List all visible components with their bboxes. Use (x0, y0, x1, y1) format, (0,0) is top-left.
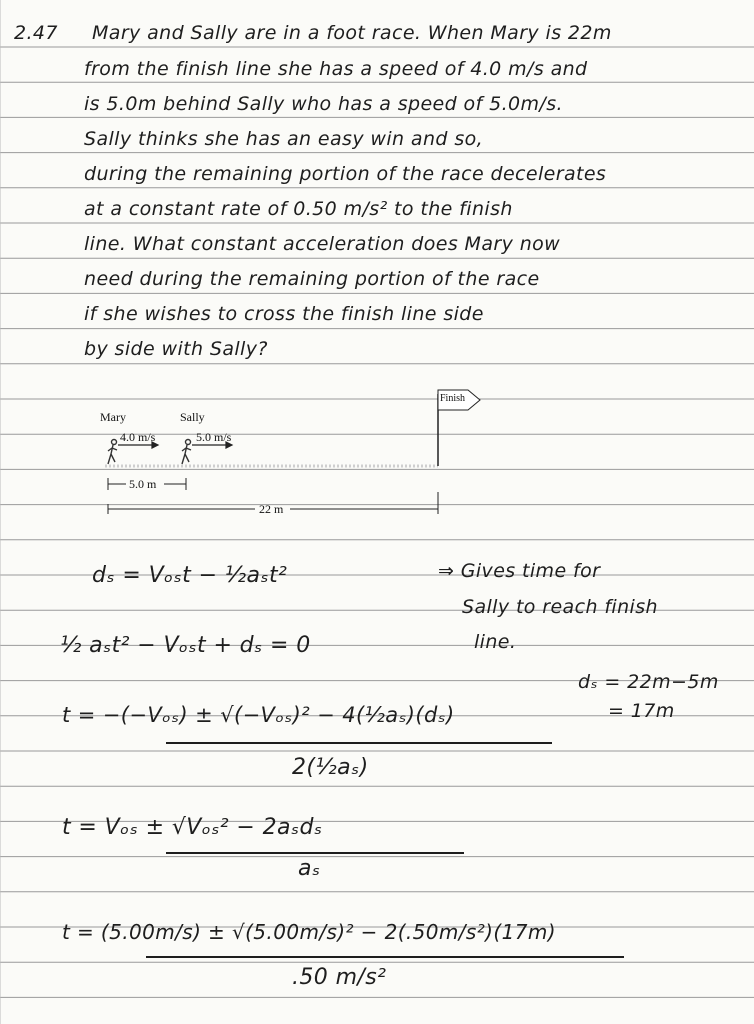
problem-line-3: is 5.0m behind Sally who has a speed of 5.0m/s. (84, 93, 563, 115)
problem-line-5: during the remaining portion of the race decelerates (84, 163, 607, 185)
equation-quadratic-formula-numerator: t = −(−Vₒₛ) ± √(−Vₒₛ)² − 4(½aₛ)(dₛ) (62, 703, 455, 727)
fraction-bar-2 (166, 852, 464, 854)
gap-label: 5.0 m (129, 477, 157, 491)
race-figure-drawing (0, 380, 754, 530)
problem-line-4: Sally thinks she has an easy win and so, (84, 128, 484, 150)
equation-time-numerator: t = Vₒₛ ± √Vₒₛ² − 2aₛdₛ (62, 815, 323, 840)
distance-label: 22 m (259, 502, 284, 516)
problem-line-9: if she wishes to cross the finish line side (84, 303, 484, 325)
sally-runner-icon (182, 440, 191, 465)
fraction-bar-1 (166, 742, 552, 744)
mary-speed: 4.0 m/s (120, 430, 156, 444)
finish-flag-label: Finish (440, 393, 466, 404)
note-line-2: Sally to reach finish (462, 596, 658, 618)
problem-line-7: line. What constant acceleration does Mary now (84, 233, 561, 255)
problem-line-1: Mary and Sally are in a foot race. When Mary is 22m (92, 22, 612, 44)
note-line-1: ⇒ Gives time for (438, 560, 601, 582)
note-line-3: line. (474, 631, 517, 653)
equation-time-substituted-denominator: .50 m/s² (292, 965, 387, 990)
equation-time-denominator: aₛ (298, 856, 321, 881)
mary-label: Mary (100, 410, 126, 424)
ds-value-line-1: dₛ = 22m−5m (578, 671, 719, 693)
ds-value-line-2: = 17m (608, 700, 675, 722)
fraction-bar-3 (146, 956, 624, 958)
sally-speed: 5.0 m/s (196, 430, 232, 444)
problem-line-2: from the finish line she has a speed of 4.0 m/s and (84, 58, 588, 80)
equation-quadratic-formula-denominator: 2(½aₛ) (292, 755, 369, 780)
equation-distance: dₛ = Vₒₛt − ½aₛt² (92, 563, 288, 588)
equation-quadratic: ½ aₛt² − Vₒₛt + dₛ = 0 (60, 633, 311, 658)
equation-time-substituted-numerator: t = (5.00m/s) ± √(5.00m/s)² − 2(.50m/s²)(17m) (62, 920, 556, 944)
race-figure (0, 380, 754, 530)
problem-line-6: at a constant rate of 0.50 m/s² to the finish (84, 198, 513, 220)
problem-line-10: by side with Sally? (84, 338, 268, 360)
problem-number: 2.47 (14, 22, 58, 44)
sally-label: Sally (180, 410, 205, 424)
problem-line-8: need during the remaining portion of the race (84, 268, 540, 290)
mary-runner-icon (108, 440, 117, 465)
